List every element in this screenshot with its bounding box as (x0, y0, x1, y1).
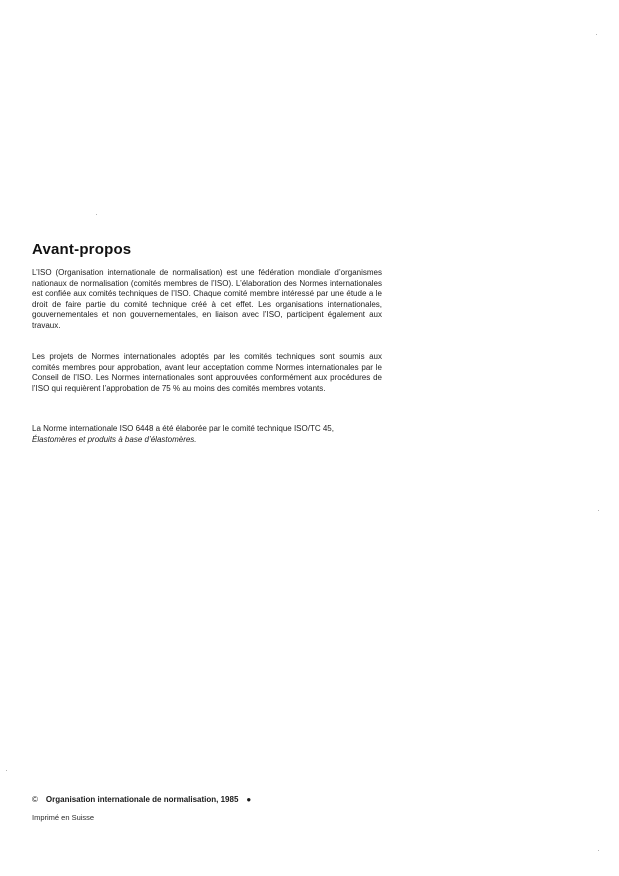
scan-speck (598, 850, 599, 851)
committee-title: Élastomères et produits à base d’élastomères. (32, 434, 197, 444)
foreword-paragraph-3 (32, 424, 382, 445)
copyright-text: Organisation internationale de normalisation, 1985 (45, 795, 239, 804)
foreword-paragraph-1: L’ISO (Organisation internationale de normalisation) est une fédération mondiale d’organismes nationaux de normalisation (comités membres de l’ISO). L’élaboration des Normes internationales est confiée aux comités techniques de l’ISO. Chaque comité membre intéressé par une étude a le droit de faire partie du comité technique créé à cet effet. Les organisations internationales, gouvernementales et non gouvernementales, en liaison avec l’ISO, participent également aux travaux. (32, 268, 382, 330)
copyright-line (32, 795, 251, 804)
scan-speck (6, 770, 7, 771)
foreword-paragraph-3-text: La Norme internationale ISO 6448 a été élaborée par le comité technique ISO/TC 45, (32, 424, 334, 433)
bullet-icon: ● (246, 795, 252, 804)
scan-speck (96, 214, 97, 215)
printed-in-text: Imprimé en Suisse (32, 813, 95, 822)
scan-speck (596, 34, 597, 35)
foreword-paragraph-2: Les projets de Normes internationales adoptés par les comités techniques sont soumis aux comités membres pour approbation, avant leur acceptation comme Normes internationales par le Conseil de l’ISO. Les Normes internationales sont approuvées conformément aux procédures de l’ISO qui requièrent l’approbation de 75 % au moins des comités membres votants. (32, 352, 382, 393)
copyright-icon: © (32, 795, 38, 804)
page-title: Avant-propos (32, 241, 132, 258)
scan-speck (598, 510, 599, 511)
